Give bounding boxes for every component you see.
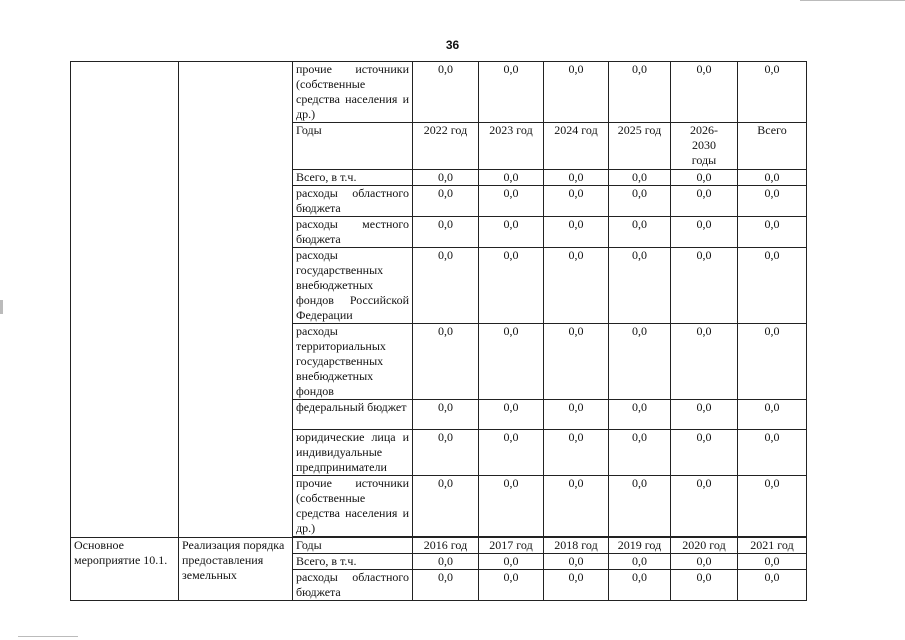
value-cell: 0,0	[544, 248, 609, 324]
years-label: Годы	[293, 538, 413, 554]
value-cell: 0,0	[609, 170, 671, 186]
activity-name-cell: Реализация порядка предоставления земельных	[179, 538, 293, 601]
value-cell: 0,0	[413, 217, 479, 248]
scan-edge-mark	[18, 636, 78, 637]
empty-activity-name-cell	[179, 62, 293, 538]
scan-edge-mark	[800, 0, 905, 1]
row-label: расходы областного бюджета	[293, 186, 413, 217]
value-cell: 0,0	[671, 400, 738, 430]
value-cell: 0,0	[609, 248, 671, 324]
value-cell: 0,0	[413, 400, 479, 430]
row-label: расходы местного бюджета	[293, 217, 413, 248]
value-cell: 0,0	[413, 554, 479, 570]
value-cell: 0,0	[738, 430, 807, 476]
value-cell: 0,0	[609, 476, 671, 537]
value-cell: 0,0	[671, 217, 738, 248]
value-cell: 0,0	[413, 170, 479, 186]
value-cell: 0,0	[544, 476, 609, 537]
value-cell: 0,0	[544, 400, 609, 430]
value-cell: 0,0	[671, 476, 738, 537]
value-cell: 0,0	[738, 324, 807, 400]
value-cell: 0,0	[544, 217, 609, 248]
value-cell: 0,0	[609, 400, 671, 430]
value-cell: 0,0	[544, 62, 609, 123]
value-cell: 0,0	[413, 186, 479, 217]
year-header: Всего	[738, 123, 807, 170]
value-cell: 0,0	[544, 324, 609, 400]
value-cell: 0,0	[671, 430, 738, 476]
year-header: 2023 год	[479, 123, 544, 170]
value-cell: 0,0	[479, 217, 544, 248]
value-cell: 0,0	[544, 554, 609, 570]
value-cell: 0,0	[479, 324, 544, 400]
value-cell: 0,0	[544, 170, 609, 186]
year-header: 2018 год	[544, 538, 609, 554]
value-cell: 0,0	[609, 62, 671, 123]
year-header: 2017 год	[479, 538, 544, 554]
value-cell: 0,0	[413, 570, 479, 601]
page-number: 36	[445, 38, 460, 52]
value-cell: 0,0	[609, 570, 671, 601]
value-cell: 0,0	[671, 186, 738, 217]
value-cell: 0,0	[609, 430, 671, 476]
year-header: 2016 год	[413, 538, 479, 554]
year-header: 2020 год	[671, 538, 738, 554]
value-cell: 0,0	[738, 400, 807, 430]
value-cell: 0,0	[738, 217, 807, 248]
year-header: 2019 год	[609, 538, 671, 554]
row-label: расходы областного бюджета	[293, 570, 413, 601]
value-cell: 0,0	[671, 170, 738, 186]
year-header: 2025 год	[609, 123, 671, 170]
row-label: расходы государственных внебюджетных фондов Российской Федерации	[293, 248, 413, 324]
value-cell: 0,0	[738, 476, 807, 537]
row-label: федеральный бюджет	[293, 400, 413, 430]
value-cell: 0,0	[479, 62, 544, 123]
value-cell: 0,0	[413, 476, 479, 537]
value-cell: 0,0	[738, 248, 807, 324]
value-cell: 0,0	[671, 554, 738, 570]
value-cell: 0,0	[609, 554, 671, 570]
value-cell: 0,0	[671, 62, 738, 123]
value-cell: 0,0	[609, 217, 671, 248]
value-cell: 0,0	[479, 400, 544, 430]
value-cell: 0,0	[479, 554, 544, 570]
value-cell: 0,0	[413, 248, 479, 324]
value-cell: 0,0	[413, 430, 479, 476]
funding-table	[70, 61, 807, 601]
value-cell: 0,0	[479, 430, 544, 476]
value-cell: 0,0	[609, 324, 671, 400]
value-cell: 0,0	[544, 430, 609, 476]
row-label: прочие источники (собственные средства населения и др.)	[293, 476, 413, 537]
value-cell: 0,0	[479, 186, 544, 217]
year-header: 2021 год	[738, 538, 807, 554]
value-cell: 0,0	[738, 170, 807, 186]
value-cell: 0,0	[413, 62, 479, 123]
years-header-row	[71, 538, 807, 554]
row-label: Всего, в т.ч.	[293, 554, 413, 570]
value-cell: 0,0	[544, 186, 609, 217]
activity-cell: Основное мероприятие 10.1.	[71, 538, 179, 601]
value-cell: 0,0	[479, 476, 544, 537]
value-cell: 0,0	[738, 62, 807, 123]
year-header: 2026-2030 годы	[671, 123, 738, 170]
value-cell: 0,0	[544, 570, 609, 601]
value-cell: 0,0	[479, 248, 544, 324]
value-cell: 0,0	[479, 570, 544, 601]
empty-activity-cell	[71, 62, 179, 538]
table-row	[71, 62, 807, 123]
years-label: Годы	[293, 123, 413, 170]
value-cell: 0,0	[671, 324, 738, 400]
row-label: юридические лица и индивидуальные предприниматели	[293, 430, 413, 476]
value-cell: 0,0	[413, 324, 479, 400]
year-header: 2024 год	[544, 123, 609, 170]
value-cell: 0,0	[738, 554, 807, 570]
row-label: Всего, в т.ч.	[293, 170, 413, 186]
value-cell: 0,0	[738, 186, 807, 217]
scan-edge-mark	[0, 300, 3, 314]
year-header: 2022 год	[413, 123, 479, 170]
value-cell: 0,0	[671, 248, 738, 324]
value-cell: 0,0	[738, 570, 807, 601]
row-label: расходы территориальных государственных внебюджетных фондов	[293, 324, 413, 400]
value-cell: 0,0	[671, 570, 738, 601]
value-cell: 0,0	[609, 186, 671, 217]
row-label: прочие источники (собственные средства населения и др.)	[293, 62, 413, 123]
value-cell: 0,0	[479, 170, 544, 186]
